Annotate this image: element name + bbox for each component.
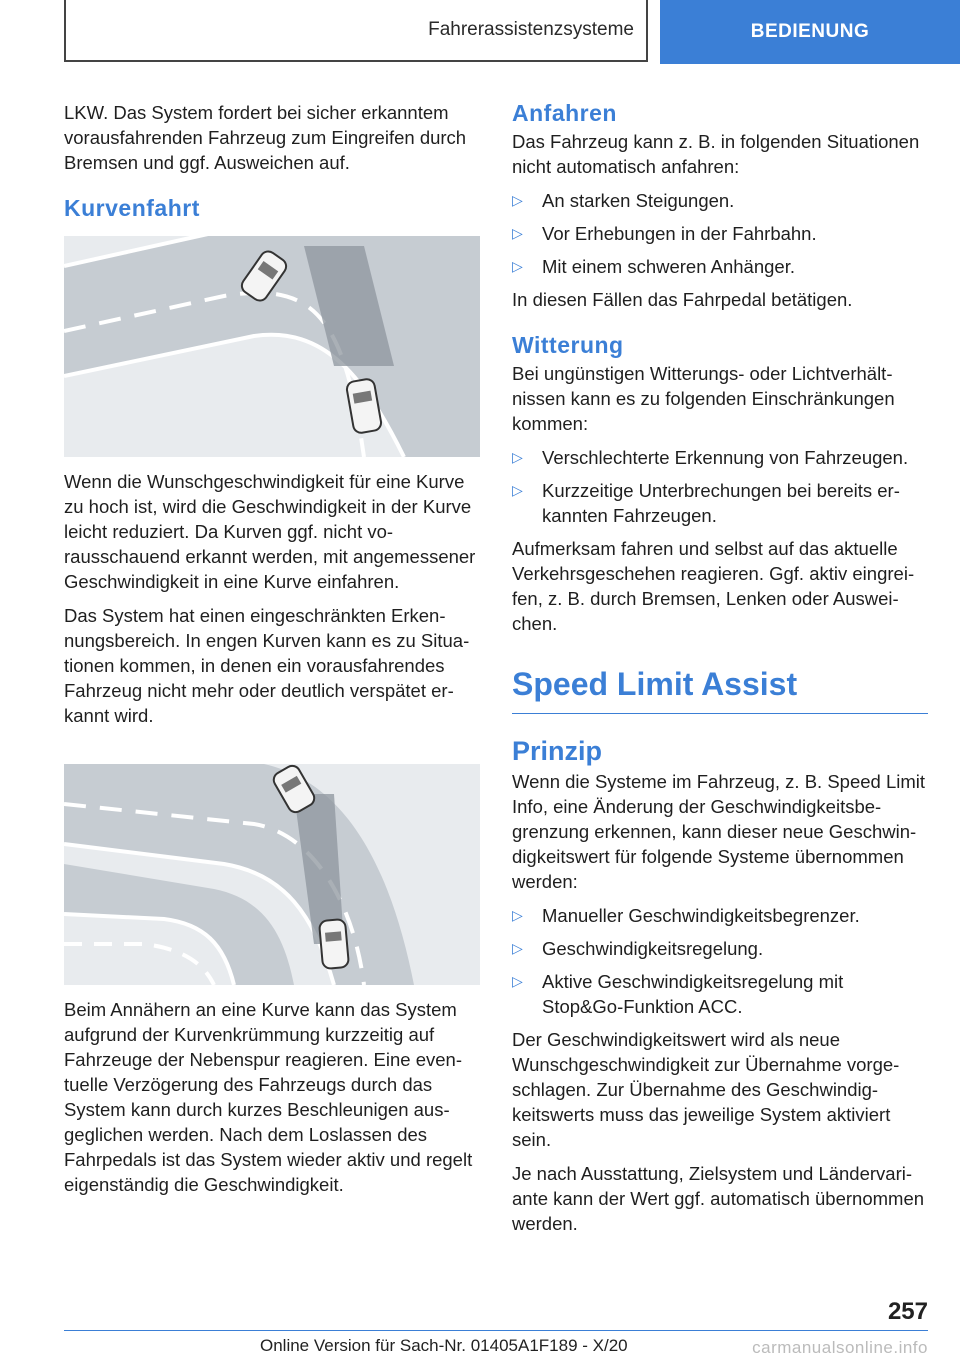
- footer-online-version: Online Version für Sach-Nr. 01405A1F189 - X/20: [260, 1336, 628, 1355]
- paragraph-kurve-1: Wenn die Wunschgeschwindigkeit für eine Kurve zu hoch ist, wird die Geschwindigkeit in der Kurve leicht reduziert. Da Kurven ggf. nicht vorausschauend erkannt werden, mit angemessener Geschwindigkeit in eine Kurve einfahren.: [64, 471, 476, 592]
- curve-illustration-1: [64, 236, 480, 457]
- anfahren-intro: Das Fahrzeug kann z. B. in folgenden Situationen nicht automatisch anfahren:: [512, 131, 920, 177]
- header-chapter-tab: [660, 0, 960, 64]
- heading-anfahren: Anfahren: [512, 100, 617, 126]
- paragraph-kurve-3: Beim Annähern an eine Kurve kann das System aufgrund der Kurvenkrümmung kurzzeitig auf Fahrzeuge der Nebenspur reagieren. Eine eventuelle Verzögerung des Fahrzeugs durch das System kann durch kurzes Beschleunigen ausgeglichen werden. Nach dem Loslassen des Fahrpedals ist das System wieder aktiv und regelt eigenständig die Geschwindigkeit.: [64, 999, 473, 1195]
- heading-prinzip: Prinzip: [512, 736, 603, 766]
- prinzip-paragraph-2: Der Geschwindigkeitswert wird als neue Wunschgeschwindigkeit zur Übernahme vorgeschlagen. Zur Übernahme des Geschwindigkeitswerts muss das jeweilige System aktiviert sein.: [512, 1029, 900, 1150]
- list-item: ▷ Verschlechterte Erkennung von Fahrzeugen.: [512, 447, 909, 468]
- list-item: ▷ An starken Steigungen.: [512, 190, 735, 211]
- list-item: ▷ Vor Erhebungen in der Fahrbahn.: [512, 223, 817, 244]
- anfahren-list: [512, 188, 928, 279]
- curve-illustration-2: [64, 764, 480, 985]
- right-column: [512, 100, 928, 1245]
- watermark: carmanualsonline.info: [752, 1338, 928, 1357]
- chapter-title: BEDIENUNG: [750, 21, 870, 42]
- witterung-list: [512, 445, 928, 528]
- left-column: [64, 100, 480, 1206]
- triangle-bullet-icon: ▷: [512, 973, 523, 989]
- heading-kurvenfahrt: Kurvenfahrt: [64, 195, 200, 221]
- triangle-bullet-icon: ▷: [512, 225, 523, 241]
- section-title: Fahrerassistenzsysteme: [428, 19, 634, 40]
- prinzip-paragraph-3: Je nach Ausstattung, Zielsystem und Ländervariante kann der Wert ggf. automatisch übernommen werden.: [512, 1163, 925, 1234]
- heading-witterung: Witterung: [512, 332, 624, 358]
- triangle-bullet-icon: ▷: [512, 449, 523, 465]
- paragraph-kurve-2: Das System hat einen eingeschränkten Erkennungsbereich. In engen Kurven kann es zu Situationen kommen, in denen ein vorausfahrendes Fahrzeug nicht mehr oder deutlich verspätet erkannt wird.: [64, 605, 470, 726]
- triangle-bullet-icon: ▷: [512, 907, 523, 923]
- list-item: ▷ Aktive Geschwindigkeitsregelung mit Stop&Go-Funktion ACC.: [512, 971, 844, 1017]
- prinzip-intro: Wenn die Systeme im Fahrzeug, z. B. Speed Limit Info, eine Änderung der Geschwindigkeitsbegrenzung erkennen, kann dieser neue Geschwindigkeitswert für folgende Systeme übernommen werden:: [512, 771, 926, 892]
- witterung-intro: Bei ungünstigen Witterungs- oder Lichtverhältnissen kann es zu folgenden Einschränkungen kommen:: [512, 363, 895, 434]
- footer-divider: [64, 1330, 928, 1331]
- list-item: ▷ Geschwindigkeitsregelung.: [512, 938, 764, 959]
- heading-speed-limit-assist: Speed Limit Assist: [512, 666, 928, 714]
- anfahren-outro: In diesen Fällen das Fahrpedal betätigen.: [512, 289, 853, 310]
- list-item: ▷ Kurzzeitige Unterbrechungen bei bereits erkannten Fahrzeugen.: [512, 480, 900, 526]
- triangle-bullet-icon: ▷: [512, 192, 523, 208]
- triangle-bullet-icon: ▷: [512, 482, 523, 498]
- page-number: 257: [887, 1298, 928, 1325]
- list-item: ▷ Manueller Geschwindigkeitsbegrenzer.: [512, 905, 860, 926]
- intro-paragraph: LKW. Das System fordert bei sicher erkanntem vorausfahrenden Fahrzeug zum Eingreifen durch Bremsen und ggf. Ausweichen auf.: [64, 102, 467, 173]
- list-item: ▷ Mit einem schweren Anhänger.: [512, 256, 795, 277]
- triangle-bullet-icon: ▷: [512, 940, 523, 956]
- triangle-bullet-icon: ▷: [512, 258, 523, 274]
- witterung-outro: Aufmerksam fahren und selbst auf das aktuelle Verkehrsgeschehen reagieren. Ggf. aktiv eingreifen, z. B. durch Bremsen, Lenken oder Ausweichen.: [512, 538, 915, 634]
- prinzip-list: [512, 903, 928, 1019]
- header-section-title: [64, 0, 648, 62]
